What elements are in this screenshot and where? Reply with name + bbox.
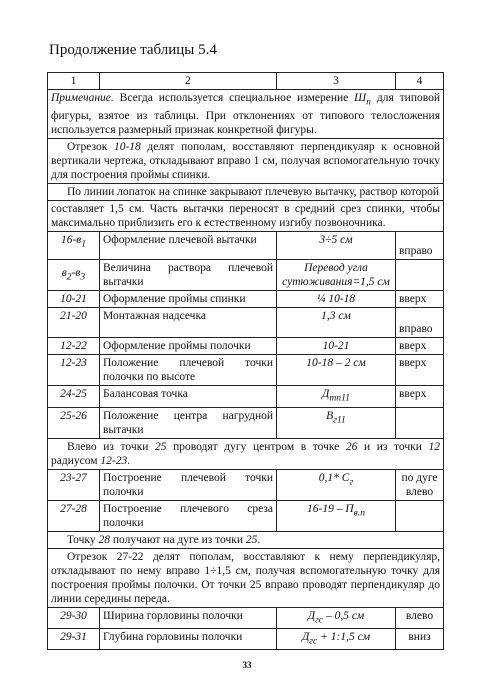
row-direction: вниз xyxy=(396,628,444,649)
row-points: 12-22 xyxy=(48,338,100,355)
point-text-a: Точку xyxy=(67,533,99,546)
arc-text-e: и из точки xyxy=(357,440,429,453)
table-continuation-title: Продолжение таблицы 5.4 xyxy=(49,42,217,58)
note-symbol xyxy=(354,92,371,108)
note-symbol-main: Ш xyxy=(354,92,367,104)
row-description: Оформление плечевой вытачки xyxy=(100,232,277,260)
arc-point-25: 25 xyxy=(154,440,167,453)
row-points: 21-20 xyxy=(48,308,100,338)
table-row xyxy=(48,407,444,438)
table-row xyxy=(48,500,444,531)
cut-text-a: Отрезок xyxy=(67,141,114,154)
row-direction: по дуге влево xyxy=(396,469,444,500)
arc-point-26: 26 xyxy=(345,440,358,453)
arc-text-g: радиусом xyxy=(51,454,101,467)
line-text: По линии лопаток на спинке закрывают плечевую вытачку, раствор которой xyxy=(67,186,440,199)
header-col-4: 4 xyxy=(396,73,444,90)
arc-radius: 12-23 xyxy=(100,454,128,467)
row-formula: ¼ 10-18 xyxy=(277,291,396,308)
row-formula: $Д_{гс}$ + 1:1,5 см xyxy=(277,628,396,649)
row-points: $в_2-в_3$ xyxy=(48,260,100,291)
row-direction: вверх xyxy=(396,355,444,386)
arc-row xyxy=(48,438,444,469)
segment-paragraph: Отрезок 27-22 делят пополам, восставляют к нему перпендикуляр, откладывают по нему вправо 1÷1,5 см, получая вспомогательную точку для построения проймы полочки. От точки 25 вправо проводят перпендикуляр до линии середины переда. xyxy=(48,548,444,607)
row-points: 29-30 xyxy=(48,607,100,628)
note-text-a: Всегда используется специальное измерение xyxy=(113,92,355,104)
row-formula: $Д_{гс} - 0,5$ см xyxy=(277,607,396,628)
row-formula: 0,1* $С_г$ xyxy=(277,469,396,500)
arc-text-c: проводят дугу центром в точке xyxy=(166,440,346,453)
header-col-2: 2 xyxy=(100,73,277,90)
row-description: Построение плечевого среза полочки xyxy=(100,500,277,531)
table-row xyxy=(48,232,444,260)
header-col-3: 3 xyxy=(277,73,396,90)
row-description: Построение плечевой точки полочки xyxy=(100,469,277,500)
note-label: Примечание. xyxy=(51,92,114,104)
arc-text-end: . xyxy=(127,454,131,467)
table-row xyxy=(48,386,444,407)
point-25: 25 xyxy=(245,533,258,546)
table-row xyxy=(48,607,444,628)
arc-point-12: 12 xyxy=(428,440,441,453)
note-row xyxy=(48,90,444,139)
row-points: 23-27 xyxy=(48,469,100,500)
row-description: Оформление проймы полочки xyxy=(100,338,277,355)
line-paragraph xyxy=(48,184,444,201)
row-points: 10-21 xyxy=(48,291,100,308)
continuation-table xyxy=(47,72,444,650)
row-points: 27-28 xyxy=(48,500,100,531)
row-description: Глубина горловины полочки xyxy=(100,628,277,649)
row-points: 29-31 xyxy=(48,628,100,649)
point-28: 28 xyxy=(98,533,110,546)
table-header-row xyxy=(48,73,444,90)
table-row xyxy=(48,291,444,308)
row-formula: Перевод угла сутюживания=1,5 см xyxy=(277,260,396,291)
row-formula: $Д_{тп11}$ xyxy=(277,386,396,407)
note-paragraph xyxy=(48,90,444,139)
point-text-c: получают на дуге из точки xyxy=(109,533,246,546)
row-points: 25-26 xyxy=(48,407,100,438)
row-direction: вверх xyxy=(396,291,444,308)
cut-paragraph xyxy=(48,139,444,184)
row-formula: 10-18 – 2 см xyxy=(277,355,396,386)
header-col-1: 1 xyxy=(48,73,100,90)
table-row xyxy=(48,260,444,291)
row-description: Оформление проймы спинки xyxy=(100,291,277,308)
row-formula: $В_{г11}$ xyxy=(277,407,396,438)
row-description: Положение плечевой точки полочки по высоте xyxy=(100,355,277,386)
point-row xyxy=(48,531,444,548)
row-description: Ширина горловины полочки xyxy=(100,607,277,628)
arc-text-a: Влево из точки xyxy=(67,440,155,453)
table-row xyxy=(48,469,444,500)
row-direction: вверх xyxy=(396,386,444,407)
row-points: 24-25 xyxy=(48,386,100,407)
row-description: Балансовая точка xyxy=(100,386,277,407)
row-direction xyxy=(396,260,444,291)
table-row xyxy=(48,308,444,338)
point-text-end: . xyxy=(257,533,261,546)
row-direction: вверх xyxy=(396,338,444,355)
cut-segment: 10-18 xyxy=(113,141,141,154)
row-direction xyxy=(396,500,444,531)
row-direction xyxy=(396,407,444,438)
line2-paragraph: составляет 1,5 см. Часть вытачки переносят в средний срез спинки, чтобы максимально приблизить его к естественному изгибу позвоночника. xyxy=(48,201,444,232)
row-direction: влево xyxy=(396,607,444,628)
row-description: Положение центра нагрудной вытачки xyxy=(100,407,277,438)
point-paragraph xyxy=(48,531,444,548)
arc-paragraph xyxy=(48,438,444,469)
row-description: Величина раствора плечевой вытачки xyxy=(100,260,277,291)
cut-text-c: делят пополам, восставляют перпендикуляр к основной вертикали чертежа, откладывают вправо 1 см, получая вспомогательную точку для построения проймы спинки. xyxy=(51,141,441,182)
row-formula: 1,3 см xyxy=(277,308,396,338)
cut-row xyxy=(48,139,444,184)
line2-row xyxy=(48,201,444,232)
page-number: 33 xyxy=(242,660,252,670)
row-points: $16-в_1$ xyxy=(48,232,100,260)
row-points: 12-23 xyxy=(48,355,100,386)
row-direction: вправо xyxy=(396,308,444,338)
segment-row xyxy=(48,548,444,607)
note-symbol-sub: п xyxy=(366,96,371,108)
row-formula: $16-19 - П_{в.п}$ xyxy=(277,500,396,531)
table-row xyxy=(48,355,444,386)
note-text-c: для типовой фигуры, взятое из таблицы. При отклонениях от типового телосложения используется размерный признак конкретной фигуры. xyxy=(51,92,440,137)
row-direction: вправо xyxy=(396,232,444,260)
table-row xyxy=(48,338,444,355)
row-formula: 3÷5 см xyxy=(277,232,396,260)
row-description: Монтажная надсечка xyxy=(100,308,277,338)
row-formula: 10-21 xyxy=(277,338,396,355)
line-row xyxy=(48,184,444,201)
table-row xyxy=(48,628,444,649)
